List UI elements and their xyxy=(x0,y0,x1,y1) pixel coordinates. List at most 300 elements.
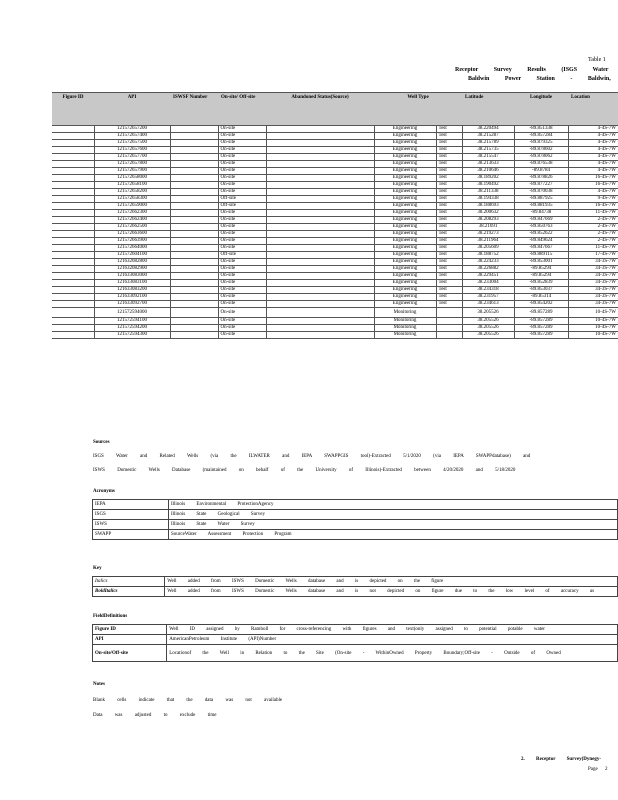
cell-api: 121572658300 xyxy=(94,196,170,203)
key-bolditalics-label: BoldItalics xyxy=(93,587,165,597)
cell-longitude: -89.85314 xyxy=(514,294,568,301)
cell-iswsf-number xyxy=(170,301,218,308)
acronym-value: SourceWater Assessment Protection Program xyxy=(168,530,617,540)
table-row xyxy=(52,224,618,231)
cell-figure-id xyxy=(52,308,94,318)
cell-figure-id xyxy=(52,301,94,308)
cell-location: 2-4S-7W xyxy=(568,231,618,238)
cell-longitude: -89.852839 xyxy=(514,280,568,287)
field-def-key: API xyxy=(93,635,167,645)
table-row xyxy=(52,301,618,308)
cell-figure-id xyxy=(52,238,94,245)
cell-api: 121572662400 xyxy=(94,217,170,224)
table-row xyxy=(52,161,618,168)
cell-api: 121633092100 xyxy=(94,294,170,301)
table-row xyxy=(52,245,618,252)
cell-api: 121632082800 xyxy=(94,259,170,266)
cell-api: 121632082900 xyxy=(94,266,170,273)
cell-figure-id xyxy=(52,154,94,161)
cell-latitude: 38.208293 xyxy=(462,217,514,224)
cell-abandoned-status xyxy=(266,126,374,133)
cell-latitude: 38.215287 xyxy=(462,133,514,140)
cell-figure-id xyxy=(52,196,94,203)
table-row xyxy=(52,318,618,325)
cell-onsite-offsite: On-site xyxy=(218,133,266,140)
cell-api: 121633083000 xyxy=(94,273,170,280)
cell-longitude: -89.84738 xyxy=(514,210,568,217)
table-subtitle-1: Receptor Survey Results (ISGS Water xyxy=(455,67,609,73)
cell-longitude: -89.889115 xyxy=(514,252,568,259)
table-title: Table 1 xyxy=(588,57,606,63)
table-row xyxy=(52,196,618,203)
cell-test: Test xyxy=(436,287,462,294)
cell-onsite-offsite: On-site xyxy=(218,217,266,224)
cell-onsite-offsite: Off-site xyxy=(218,196,266,203)
cell-figure-id xyxy=(52,126,94,133)
cell-latitude: 38.229451 xyxy=(462,273,514,280)
cell-onsite-offsite: On-site xyxy=(218,161,266,168)
col-latitude: Latitude xyxy=(462,93,514,126)
cell-longitude: -89.857284 xyxy=(514,133,568,140)
cell-onsite-offsite: On-site xyxy=(218,140,266,147)
cell-latitude: 38.215735 xyxy=(462,147,514,154)
cell-api: 121572658000 xyxy=(94,175,170,182)
cell-longitude: -89.857289 xyxy=(514,308,568,318)
cell-well-type: Engineering xyxy=(374,217,436,224)
cell-api: 121572657600 xyxy=(94,147,170,154)
acronym-row xyxy=(93,520,618,530)
cell-test: Test xyxy=(436,189,462,196)
cell-abandoned-status xyxy=(266,189,374,196)
cell-location: 34-3S-7W xyxy=(568,301,618,308)
cell-api: 121633083200 xyxy=(94,287,170,294)
cell-onsite-offsite: On-site xyxy=(218,318,266,325)
cell-test xyxy=(436,332,462,339)
cell-location: 9-4S-7W xyxy=(568,196,618,203)
cell-api: 121572657400 xyxy=(94,133,170,140)
cell-longitude: -89.847667 xyxy=(514,245,568,252)
cell-api: 121572663900 xyxy=(94,238,170,245)
cell-location: 34-3S-7W xyxy=(568,266,618,273)
cell-figure-id xyxy=(52,245,94,252)
cell-iswsf-number xyxy=(170,273,218,280)
cell-api: 121572663600 xyxy=(94,231,170,238)
field-def-key: On-site/Off-site xyxy=(93,645,167,662)
cell-well-type: Engineering xyxy=(374,133,436,140)
cell-onsite-offsite: On-site xyxy=(218,238,266,245)
table-header-row xyxy=(52,93,618,126)
cell-abandoned-status xyxy=(266,252,374,259)
cell-location: 10-4S-7W xyxy=(568,332,618,339)
cell-location: 16-4S-7W xyxy=(568,203,618,210)
cell-iswsf-number xyxy=(170,182,218,189)
cell-well-type: Monitoring xyxy=(374,308,436,318)
cell-abandoned-status xyxy=(266,238,374,245)
cell-well-type: Engineering xyxy=(374,161,436,168)
cell-onsite-offsite: On-site xyxy=(218,168,266,175)
field-def-value: Locationof the Well in Relation to the Site (On-site - WithinOwned Property Boundary;Off-site - Outside of Owned xyxy=(167,645,618,662)
cell-well-type: Engineering xyxy=(374,203,436,210)
cell-latitude: 38.234318 xyxy=(462,287,514,294)
cell-figure-id xyxy=(52,280,94,287)
cell-test: Test xyxy=(436,147,462,154)
cell-test: Test xyxy=(436,238,462,245)
cell-figure-id xyxy=(52,266,94,273)
cell-iswsf-number xyxy=(170,259,218,266)
cell-well-type: Engineering xyxy=(374,126,436,133)
cell-iswsf-number xyxy=(170,287,218,294)
cell-api: 121572594200 xyxy=(94,325,170,332)
cell-iswsf-number xyxy=(170,161,218,168)
cell-latitude: 38.234613 xyxy=(462,301,514,308)
cell-latitude: 38.224233 xyxy=(462,259,514,266)
cell-abandoned-status xyxy=(266,294,374,301)
cell-well-type: Engineering xyxy=(374,294,436,301)
cell-iswsf-number xyxy=(170,217,218,224)
cell-longitude: -89.857289 xyxy=(514,332,568,339)
cell-latitude: 38.231957 xyxy=(462,294,514,301)
cell-onsite-offsite: On-site xyxy=(218,273,266,280)
cell-location: 4-4S-7W xyxy=(568,140,618,147)
acronym-key: IEPA xyxy=(93,500,169,510)
field-def-value: AmericanPetroleum Institute (API)Number xyxy=(167,635,618,645)
cell-iswsf-number xyxy=(170,280,218,287)
cell-well-type: Engineering xyxy=(374,210,436,217)
cell-well-type: Engineering xyxy=(374,140,436,147)
cell-longitude: -89.854202 xyxy=(514,301,568,308)
cell-test: Test xyxy=(436,301,462,308)
cell-abandoned-status xyxy=(266,133,374,140)
cell-iswsf-number xyxy=(170,308,218,318)
cell-onsite-offsite: On-site xyxy=(218,224,266,231)
cell-iswsf-number xyxy=(170,154,218,161)
cell-location: 4-4S-7W xyxy=(568,154,618,161)
key-row xyxy=(93,577,618,587)
sources-line-1: ISGS Water and Related Wells (via the ILWATER and IEPA SWAPPGIS tool)-Extracted 5/1/2020 (via IEPA SWAPPdatabase) and xyxy=(93,454,531,459)
cell-longitude: -89.853001 xyxy=(514,259,568,266)
cell-well-type: Engineering xyxy=(374,273,436,280)
cell-well-type: Engineering xyxy=(374,196,436,203)
cell-api: 121572594100 xyxy=(94,318,170,325)
cell-location: 10-4S-7W xyxy=(568,308,618,318)
cell-location: 4-4S-7W xyxy=(568,189,618,196)
cell-abandoned-status xyxy=(266,196,374,203)
cell-test: Test xyxy=(436,224,462,231)
cell-latitude: 38.205526 xyxy=(462,332,514,339)
cell-location: 34-3S-7W xyxy=(568,280,618,287)
cell-onsite-offsite: On-site xyxy=(218,231,266,238)
cell-test: Test xyxy=(436,210,462,217)
cell-longitude: -89.853037 xyxy=(514,287,568,294)
cell-api: 121572662300 xyxy=(94,210,170,217)
cell-latitude: 38.226882 xyxy=(462,266,514,273)
cell-location: 4-4S-7W xyxy=(568,168,618,175)
cell-figure-id xyxy=(52,133,94,140)
cell-longitude: -89.850763 xyxy=(514,224,568,231)
cell-well-type: Engineering xyxy=(374,224,436,231)
cell-test: Test xyxy=(436,168,462,175)
cell-figure-id xyxy=(52,147,94,154)
cell-onsite-offsite: On-site xyxy=(218,154,266,161)
cell-longitude: -89.877227 xyxy=(514,182,568,189)
cell-abandoned-status xyxy=(266,210,374,217)
cell-well-type: Engineering xyxy=(374,245,436,252)
cell-api: 121633083100 xyxy=(94,280,170,287)
cell-latitude: 38.188752 xyxy=(462,252,514,259)
cell-iswsf-number xyxy=(170,318,218,325)
cell-onsite-offsite: On-site xyxy=(218,325,266,332)
cell-onsite-offsite: On-site xyxy=(218,280,266,287)
cell-abandoned-status xyxy=(266,161,374,168)
cell-longitude: -89.878602 xyxy=(514,147,568,154)
cell-latitude: 38.215789 xyxy=(462,140,514,147)
cell-location: 11-4S-7W xyxy=(568,210,618,217)
cell-abandoned-status xyxy=(266,325,374,332)
cell-well-type: Engineering xyxy=(374,238,436,245)
cell-figure-id xyxy=(52,259,94,266)
cell-longitude: -89.85294 xyxy=(514,273,568,280)
cell-test: Test xyxy=(436,154,462,161)
field-definitions-table xyxy=(92,624,618,662)
cell-longitude: -89.881935 xyxy=(514,203,568,210)
cell-longitude: -89.878826 xyxy=(514,175,568,182)
cell-figure-id xyxy=(52,189,94,196)
cell-test: Test xyxy=(436,252,462,259)
key-bolditalics-desc: Well added from ISWS Domestic Wells database and is not depicted on figure due to the low level of accuracy as xyxy=(165,587,618,597)
cell-latitude: 38.210646 xyxy=(462,168,514,175)
cell-abandoned-status xyxy=(266,245,374,252)
cell-api: 121572664000 xyxy=(94,245,170,252)
table-row xyxy=(52,210,618,217)
cell-well-type: Engineering xyxy=(374,189,436,196)
cell-figure-id xyxy=(52,332,94,339)
field-def-row xyxy=(93,625,618,635)
cell-latitude: 38.21691 xyxy=(462,224,514,231)
cell-well-type: Engineering xyxy=(374,252,436,259)
cell-api: 121572657900 xyxy=(94,168,170,175)
cell-test: Test xyxy=(436,245,462,252)
cell-api: 121572658100 xyxy=(94,182,170,189)
cell-iswsf-number xyxy=(170,224,218,231)
cell-longitude: -89.857289 xyxy=(514,318,568,325)
cell-abandoned-status xyxy=(266,332,374,339)
key-heading: Key xyxy=(93,566,102,571)
cell-api: 121572657700 xyxy=(94,154,170,161)
cell-location: 11-4S-7W xyxy=(568,245,618,252)
cell-well-type: Monitoring xyxy=(374,325,436,332)
cell-test xyxy=(436,318,462,325)
cell-onsite-offsite: On-site xyxy=(218,245,266,252)
cell-abandoned-status xyxy=(266,224,374,231)
cell-longitude: -89.85294 xyxy=(514,266,568,273)
cell-test xyxy=(436,308,462,318)
cell-latitude: 38.205526 xyxy=(462,325,514,332)
acronym-row xyxy=(93,500,618,510)
table-row xyxy=(52,252,618,259)
cell-onsite-offsite: On-site xyxy=(218,332,266,339)
cell-abandoned-status xyxy=(266,217,374,224)
table-row xyxy=(52,189,618,196)
table-row xyxy=(52,294,618,301)
cell-well-type: Engineering xyxy=(374,154,436,161)
acronym-key: ISWS xyxy=(93,520,169,530)
cell-well-type: Engineering xyxy=(374,147,436,154)
table-row xyxy=(52,217,618,224)
cell-iswsf-number xyxy=(170,196,218,203)
cell-iswsf-number xyxy=(170,168,218,175)
cell-api: 121572659000 xyxy=(94,203,170,210)
cell-latitude: 38.219273 xyxy=(462,231,514,238)
acronym-row xyxy=(93,530,618,540)
field-def-value: Well ID assigned by Ramboll for cross-referencing with figures and text(only assigned to potential potable water xyxy=(167,625,618,635)
col-onsite-offsite: On-site/ Off-site xyxy=(218,93,266,126)
cell-figure-id xyxy=(52,203,94,210)
cell-onsite-offsite: On-site xyxy=(218,301,266,308)
cell-onsite-offsite: Off-site xyxy=(218,252,266,259)
cell-iswsf-number xyxy=(170,126,218,133)
col-iswsf-number: ISWSF Number xyxy=(170,93,218,126)
cell-location: 2-4S-7W xyxy=(568,224,618,231)
cell-figure-id xyxy=(52,182,94,189)
cell-well-type: Engineering xyxy=(374,182,436,189)
cell-abandoned-status xyxy=(266,287,374,294)
cell-figure-id xyxy=(52,287,94,294)
cell-test: Test xyxy=(436,231,462,238)
cell-figure-id xyxy=(52,273,94,280)
notes-heading: Notes xyxy=(93,682,105,687)
cell-test: Test xyxy=(436,140,462,147)
cell-location: 34-3S-7W xyxy=(568,294,618,301)
cell-test: Test xyxy=(436,161,462,168)
cell-figure-id xyxy=(52,231,94,238)
table-row xyxy=(52,140,618,147)
key-row xyxy=(93,587,618,597)
cell-latitude: 38.188693 xyxy=(462,203,514,210)
cell-abandoned-status xyxy=(266,266,374,273)
cell-abandoned-status xyxy=(266,147,374,154)
cell-well-type: Engineering xyxy=(374,259,436,266)
cell-location: 4-4S-7W xyxy=(568,133,618,140)
cell-api: 121572657200 xyxy=(94,126,170,133)
cell-iswsf-number xyxy=(170,210,218,217)
acronym-row xyxy=(93,510,618,520)
cell-well-type: Engineering xyxy=(374,266,436,273)
table-row xyxy=(52,280,618,287)
acronym-value: Illinois Environmental ProtectionAgency xyxy=(168,500,617,510)
cell-test xyxy=(436,325,462,332)
cell-figure-id xyxy=(52,161,94,168)
cell-longitude: -89.851338 xyxy=(514,126,568,133)
cell-location: 4-4S-7W xyxy=(568,147,618,154)
cell-location: 17-4S-7W xyxy=(568,252,618,259)
table-row xyxy=(52,168,618,175)
cell-longitude: -89.849624 xyxy=(514,238,568,245)
cell-api: 121572662500 xyxy=(94,224,170,231)
receptor-survey-table xyxy=(52,92,618,339)
cell-onsite-offsite: On-site xyxy=(218,189,266,196)
cell-test: Test xyxy=(436,294,462,301)
cell-location: 4-4S-7W xyxy=(568,126,618,133)
col-figure-id: Figure ID xyxy=(52,93,94,126)
cell-location: 10-4S-7W xyxy=(568,325,618,332)
cell-onsite-offsite: Off-site xyxy=(218,203,266,210)
cell-onsite-offsite: On-site xyxy=(218,294,266,301)
acronyms-table xyxy=(92,499,618,540)
cell-longitude: -89.887925 xyxy=(514,196,568,203)
cell-iswsf-number xyxy=(170,133,218,140)
field-def-row xyxy=(93,635,618,645)
table-row xyxy=(52,147,618,154)
cell-iswsf-number xyxy=(170,175,218,182)
cell-latitude: 38.194338 xyxy=(462,196,514,203)
cell-abandoned-status xyxy=(266,259,374,266)
table-row xyxy=(52,259,618,266)
footer-document-title: 2. Receptor Survey(Dynegy- xyxy=(521,757,602,762)
cell-iswsf-number xyxy=(170,140,218,147)
cell-well-type: Engineering xyxy=(374,301,436,308)
cell-longitude: -89.857289 xyxy=(514,325,568,332)
cell-onsite-offsite: On-site xyxy=(218,266,266,273)
cell-figure-id xyxy=(52,318,94,325)
cell-latitude: 38.211964 xyxy=(462,238,514,245)
col-api: API xyxy=(94,93,170,126)
cell-figure-id xyxy=(52,210,94,217)
cell-onsite-offsite: On-site xyxy=(218,182,266,189)
cell-api: 121572604100 xyxy=(94,252,170,259)
table-row xyxy=(52,325,618,332)
cell-well-type: Engineering xyxy=(374,175,436,182)
cell-location: 2-4S-7W xyxy=(568,238,618,245)
cell-onsite-offsite: On-site xyxy=(218,259,266,266)
cell-abandoned-status xyxy=(266,318,374,325)
cell-longitude: -89.847669 xyxy=(514,217,568,224)
cell-latitude: 38.190492 xyxy=(462,182,514,189)
cell-abandoned-status xyxy=(266,273,374,280)
cell-figure-id xyxy=(52,294,94,301)
col-well-type: Well Type xyxy=(374,93,462,126)
cell-longitude: -89.879325 xyxy=(514,140,568,147)
cell-location: 16-4S-7W xyxy=(568,182,618,189)
cell-onsite-offsite: On-site xyxy=(218,210,266,217)
cell-abandoned-status xyxy=(266,301,374,308)
cell-longitude: -89.852622 xyxy=(514,231,568,238)
table-row xyxy=(52,154,618,161)
cell-test: Test xyxy=(436,182,462,189)
cell-figure-id xyxy=(52,168,94,175)
acronyms-heading: Acronyms xyxy=(93,489,115,494)
cell-iswsf-number xyxy=(170,294,218,301)
cell-abandoned-status xyxy=(266,203,374,210)
key-italics-desc: Well added from ISWS Domestic Wells database and is depicted on the figure xyxy=(165,577,618,587)
cell-location: 2-4S-7W xyxy=(568,217,618,224)
cell-location: 4-4S-7W xyxy=(568,161,618,168)
cell-iswsf-number xyxy=(170,266,218,273)
cell-latitude: 38.215547 xyxy=(462,154,514,161)
cell-api: 121572657500 xyxy=(94,140,170,147)
table-row xyxy=(52,133,618,140)
cell-figure-id xyxy=(52,252,94,259)
cell-test: Test xyxy=(436,175,462,182)
sources-line-2: ISWS Domestic Wells Database (maintained on behalf of the University of Illinois)-Extracted between 4/20/2020 and 5/18/2020 xyxy=(93,468,516,473)
table-row xyxy=(52,182,618,189)
cell-onsite-offsite: On-site xyxy=(218,287,266,294)
cell-iswsf-number xyxy=(170,231,218,238)
cell-abandoned-status xyxy=(266,175,374,182)
table-row xyxy=(52,308,618,318)
table-row xyxy=(52,273,618,280)
cell-figure-id xyxy=(52,224,94,231)
cell-well-type: Monitoring xyxy=(374,332,436,339)
